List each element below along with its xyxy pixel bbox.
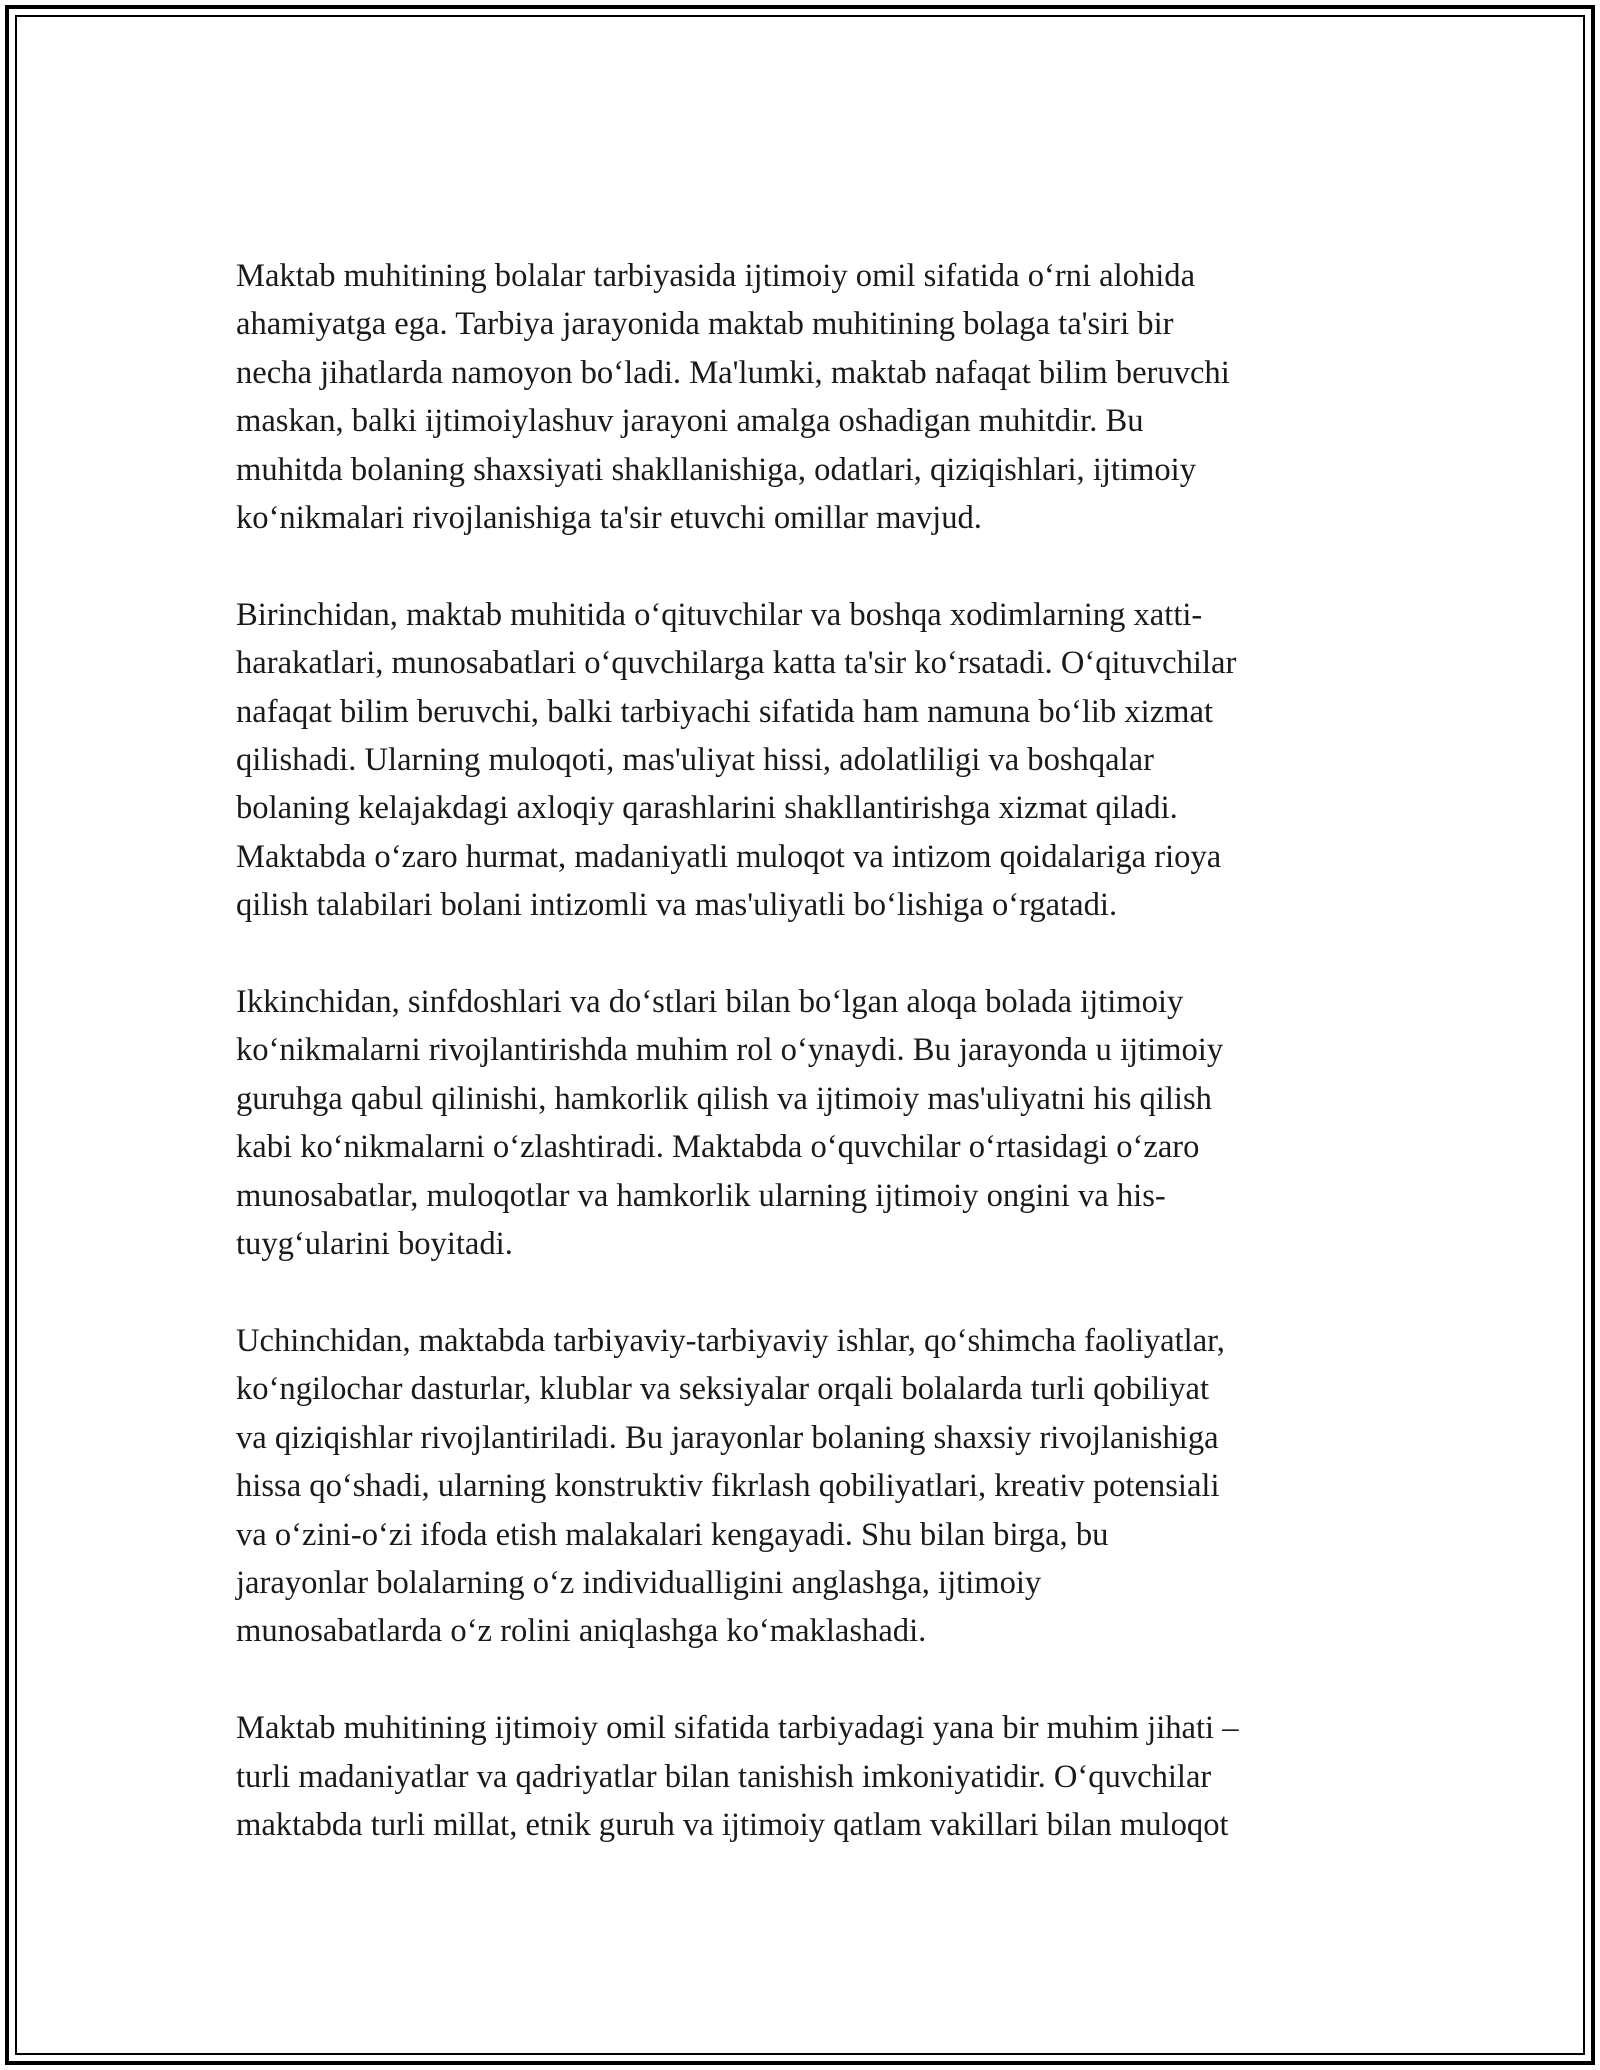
text-line: munosabatlar, muloqotlar va hamkorlik ularning ijtimoiy ongini va his-	[236, 1177, 1166, 1214]
text-line: bolaning kelajakdagi axloqiy qarashlarini shakllantirishga xizmat qiladi.	[236, 790, 1178, 827]
text-line: va qiziqishlar rivojlantiriladi. Bu jarayonlar bolaning shaxsiy rivojlanishiga	[236, 1419, 1219, 1456]
text-line: tuygʻularini boyitadi.	[236, 1226, 513, 1263]
text-line: Ikkinchidan, sinfdoshlari va doʻstlari bilan boʻlgan aloqa bolada ijtimoiy	[236, 984, 1184, 1021]
text-line: necha jihatlarda namoyon boʻladi. Ma'lumki, maktab nafaqat bilim beruvchi	[236, 354, 1230, 391]
text-line: muhitda bolaning shaxsiyati shakllanishiga, odatlari, qiziqishlari, ijtimoiy	[236, 451, 1197, 488]
text-line: hissa qoʻshadi, ularning konstruktiv fikrlash qobiliyatlari, kreativ potensiali	[236, 1468, 1220, 1505]
text-line: jarayonlar bolalarning oʻz individualligini anglashga, ijtimoiy	[236, 1564, 1042, 1601]
paragraph-2	[236, 591, 1396, 930]
document-body	[236, 252, 1396, 1898]
text-line: Uchinchidan, maktabda tarbiyaviy-tarbiyaviy ishlar, qoʻshimcha faoliyatlar,	[236, 1322, 1225, 1359]
text-line: koʻnikmalarni rivojlantirishda muhim rol oʻynaydi. Bu jarayonda u ijtimoiy	[236, 1032, 1224, 1069]
paragraph-3	[236, 978, 1396, 1268]
text-line: kabi koʻnikmalarni oʻzlashtiradi. Maktabda oʻquvchilar oʻrtasidagi oʻzaro	[236, 1129, 1200, 1166]
text-line: va oʻzini-oʻzi ifoda etish malakalari kengayadi. Shu bilan birga, bu	[236, 1516, 1109, 1553]
text-line: Maktabda oʻzaro hurmat, madaniyatli muloqot va intizom qoidalariga rioya	[236, 838, 1222, 875]
text-line: guruhga qabul qilinishi, hamkorlik qilish va ijtimoiy mas'uliyatni his qilish	[236, 1080, 1212, 1117]
text-line: munosabatlarda oʻz rolini aniqlashga koʻmaklashadi.	[236, 1613, 927, 1650]
text-line: maskan, balki ijtimoiylashuv jarayoni amalga oshadigan muhitdir. Bu	[236, 403, 1144, 440]
paragraph-5	[236, 1704, 1396, 1849]
text-line: koʻnikmalari rivojlanishiga ta'sir etuvchi omillar mavjud.	[236, 500, 982, 537]
text-line: qilishadi. Ularning muloqoti, mas'uliyat hissi, adolatliligi va boshqalar	[236, 742, 1154, 779]
text-line: Maktab muhitining ijtimoiy omil sifatida tarbiyadagi yana bir muhim jihati –	[236, 1710, 1239, 1747]
paragraph-1	[236, 252, 1396, 542]
text-line: Maktab muhitining bolalar tarbiyasida ijtimoiy omil sifatida oʻrni alohida	[236, 258, 1196, 294]
text-line: turli madaniyatlar va qadriyatlar bilan tanishish imkoniyatidir. Oʻquvchilar	[236, 1758, 1212, 1795]
text-line: Birinchidan, maktab muhitida oʻqituvchilar va boshqa xodimlarning xatti-	[236, 596, 1203, 633]
text-line: harakatlari, munosabatlari oʻquvchilarga katta ta'sir koʻrsatadi. Oʻqituvchilar	[236, 645, 1237, 682]
text-line: nafaqat bilim beruvchi, balki tarbiyachi sifatida ham namuna boʻlib xizmat	[236, 693, 1214, 730]
text-line: koʻngilochar dasturlar, klublar va seksiyalar orqali bolalarda turli qobiliyat	[236, 1371, 1210, 1408]
text-line: ahamiyatga ega. Tarbiya jarayonida maktab muhitining bolaga ta'siri bir	[236, 306, 1174, 343]
paragraph-4	[236, 1317, 1396, 1656]
text-line: qilish talabilari bolani intizomli va mas'uliyatli boʻlishiga oʻrgatadi.	[236, 887, 1118, 924]
text-line: maktabda turli millat, etnik guruh va ijtimoiy qatlam vakillari bilan muloqot	[236, 1806, 1229, 1843]
